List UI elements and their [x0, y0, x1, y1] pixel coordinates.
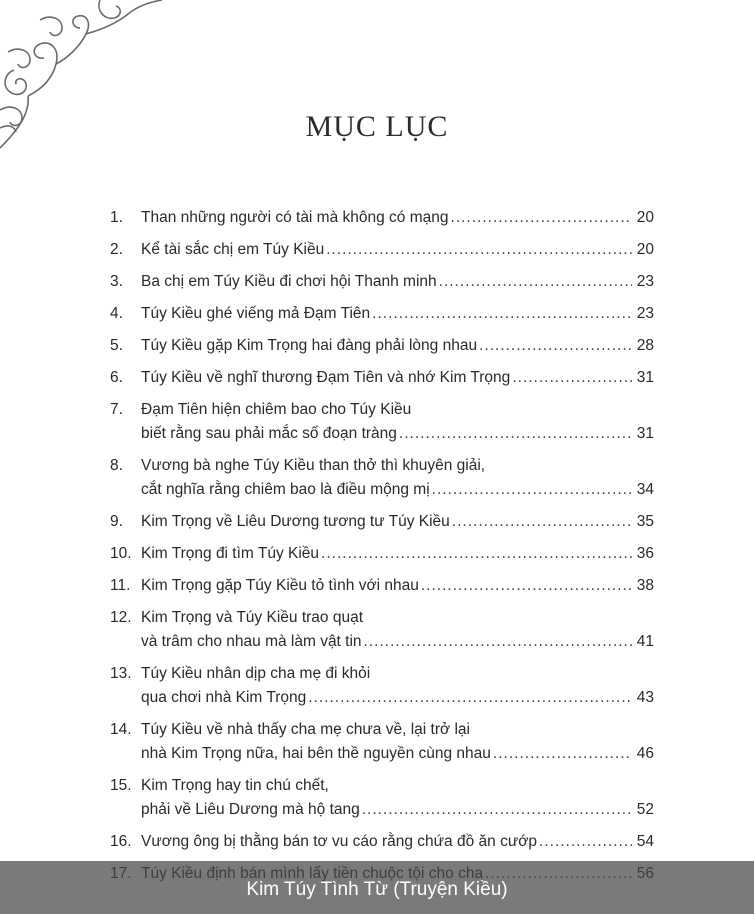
toc-entry-line: [110, 398, 654, 422]
toc-dot-leader: [451, 206, 632, 230]
toc-dot-leader: [432, 478, 632, 502]
toc-page-number: 52: [636, 801, 654, 818]
toc-entry-title: Ba chị em Túy Kiều đi chơi hội Thanh minh: [141, 273, 437, 290]
toc-entry-line: [110, 478, 654, 502]
toc-entry-line: [110, 686, 654, 710]
toc-entry-title: Kim Trọng hay tin chú chết,: [141, 777, 329, 794]
toc-entry-number: 4.: [110, 305, 123, 322]
toc-entry: [110, 774, 654, 822]
toc-entry-number: 6.: [110, 369, 123, 386]
toc-entry: [110, 662, 654, 710]
toc-entry-line: [110, 798, 654, 822]
toc-page-number: 38: [636, 577, 654, 594]
toc-entry: [110, 398, 654, 446]
toc-dot-leader: [479, 334, 632, 358]
toc-dot-leader: [539, 830, 632, 854]
toc-entry-number: 12.: [110, 609, 132, 626]
toc-entry: [110, 334, 654, 358]
toc-dot-leader: [372, 302, 632, 326]
toc-entry-line: [110, 238, 654, 262]
toc-page-number: 20: [636, 209, 654, 226]
toc-page-number: 31: [636, 425, 654, 442]
toc-entry-title: Kim Trọng đi tìm Túy Kiều: [141, 545, 320, 562]
toc-entry-title: Túy Kiều nhân dịp cha mẹ đi khỏi: [141, 665, 371, 682]
toc-entry: [110, 366, 654, 390]
caption-text: Kim Túy Tình Từ (Truyện Kiều): [246, 879, 508, 900]
toc-entry-number: 8.: [110, 457, 123, 474]
toc-page-number: 34: [636, 481, 654, 498]
toc-entry-title: Vương bà nghe Túy Kiều than thở thì khuyên giải,: [141, 457, 486, 474]
toc-page-number: 36: [636, 545, 654, 562]
toc-entry-number: 15.: [110, 777, 132, 794]
toc-page-number: 41: [636, 633, 654, 650]
toc-entry-title: nhà Kim Trọng nữa, hai bên thề nguyền cùng nhau: [141, 745, 491, 762]
toc-dot-leader: [321, 542, 632, 566]
toc-entry-title: Túy Kiều ghé viếng mả Đạm Tiên: [141, 305, 371, 322]
toc-entry-number: 13.: [110, 665, 132, 682]
toc-page-number: 23: [636, 273, 654, 290]
toc-entry-line: [110, 302, 654, 326]
toc-entry: [110, 206, 654, 230]
toc-entry-number: 2.: [110, 241, 123, 258]
toc-entry-title: Túy Kiều về nghĩ thương Đạm Tiên và nhớ Kim Trọng: [141, 369, 511, 386]
toc-entry-line: [110, 422, 654, 446]
toc-entry-number: 9.: [110, 513, 123, 530]
toc-entry-line: [110, 774, 654, 798]
toc-entry: [110, 718, 654, 766]
toc-entry-title: phải về Liêu Dương mà hộ tang: [141, 801, 360, 818]
toc-entry-title: Đạm Tiên hiện chiêm bao cho Túy Kiều: [141, 401, 412, 418]
toc-entry-line: [110, 366, 654, 390]
toc-entry: [110, 270, 654, 294]
toc-entry: [110, 574, 654, 598]
toc-page-number: 43: [636, 689, 654, 706]
toc-entry-number: 1.: [110, 209, 123, 226]
toc-entry-line: [110, 270, 654, 294]
toc-dot-leader: [364, 630, 632, 654]
toc-entry-line: [110, 454, 654, 478]
toc-entry-line: [110, 510, 654, 534]
page-title: MỤC LỤC: [305, 110, 449, 143]
toc-entry-title: Kim Trọng về Liêu Dương tương tư Túy Kiều: [141, 513, 450, 530]
toc-entry: [110, 454, 654, 502]
toc-dot-leader: [493, 742, 632, 766]
toc-entry-title: Túy Kiều về nhà thấy cha mẹ chưa về, lại trở lại: [141, 721, 470, 738]
toc-dot-leader: [452, 510, 632, 534]
toc-dot-leader: [421, 574, 632, 598]
toc-page-number: 23: [636, 305, 654, 322]
toc-entry-title: qua chơi nhà Kim Trọng: [141, 689, 307, 706]
toc-entry-title: Kim Trọng và Túy Kiều trao quạt: [141, 609, 363, 626]
toc-entry: [110, 606, 654, 654]
toc-entry-line: [110, 206, 654, 230]
toc-entry-title: Túy Kiều gặp Kim Trọng hai đàng phải lòng nhau: [141, 337, 478, 354]
toc-entry: [110, 510, 654, 534]
toc-entry-line: [110, 830, 654, 854]
toc-entry-line: [110, 574, 654, 598]
toc-dot-leader: [326, 238, 632, 262]
toc-page-number: 54: [636, 833, 654, 850]
toc-page-number: 35: [636, 513, 654, 530]
toc-entry-title: Vương ông bị thằng bán tơ vu cáo rằng chứa đồ ăn cướp: [141, 833, 537, 850]
toc-page-number: 31: [636, 369, 654, 386]
toc-entry-title: biết rằng sau phải mắc số đoạn tràng: [141, 425, 397, 442]
toc-entry-title: Kim Trọng gặp Túy Kiều tỏ tình với nhau: [141, 577, 419, 594]
toc-dot-leader: [362, 798, 632, 822]
toc-dot-leader: [439, 270, 632, 294]
toc-entry-number: 14.: [110, 721, 132, 738]
toc-page-number: 20: [636, 241, 654, 258]
toc-dot-leader: [512, 366, 632, 390]
toc-entry: [110, 542, 654, 566]
toc-entry-number: 5.: [110, 337, 123, 354]
caption-bar: [0, 861, 754, 914]
toc-entry-line: [110, 606, 654, 630]
table-of-contents: [110, 206, 654, 894]
toc-dot-leader: [399, 422, 632, 446]
toc-dot-leader: [308, 686, 632, 710]
toc-entry-number: 3.: [110, 273, 123, 290]
toc-entry: [110, 238, 654, 262]
toc-page-number: 28: [636, 337, 654, 354]
toc-entry: [110, 302, 654, 326]
toc-entry-line: [110, 542, 654, 566]
toc-entry-title: cắt nghĩa rằng chiêm bao là điều mộng mị: [141, 481, 430, 498]
toc-entry-number: 7.: [110, 401, 123, 418]
toc-entry-line: [110, 662, 654, 686]
toc-entry-number: 10.: [110, 545, 132, 562]
toc-page-number: 46: [636, 745, 654, 762]
toc-entry-title: Kể tài sắc chị em Túy Kiều: [141, 241, 325, 258]
toc-entry: [110, 830, 654, 854]
toc-entry-line: [110, 742, 654, 766]
toc-entry-line: [110, 334, 654, 358]
toc-entry-line: [110, 630, 654, 654]
toc-entry-number: 16.: [110, 833, 132, 850]
toc-entry-number: 11.: [110, 577, 131, 594]
toc-entry-title: Than những người có tài mà không có mạng: [141, 209, 449, 226]
toc-entry-title: và trâm cho nhau mà làm vật tin: [141, 633, 362, 650]
toc-entry-line: [110, 718, 654, 742]
